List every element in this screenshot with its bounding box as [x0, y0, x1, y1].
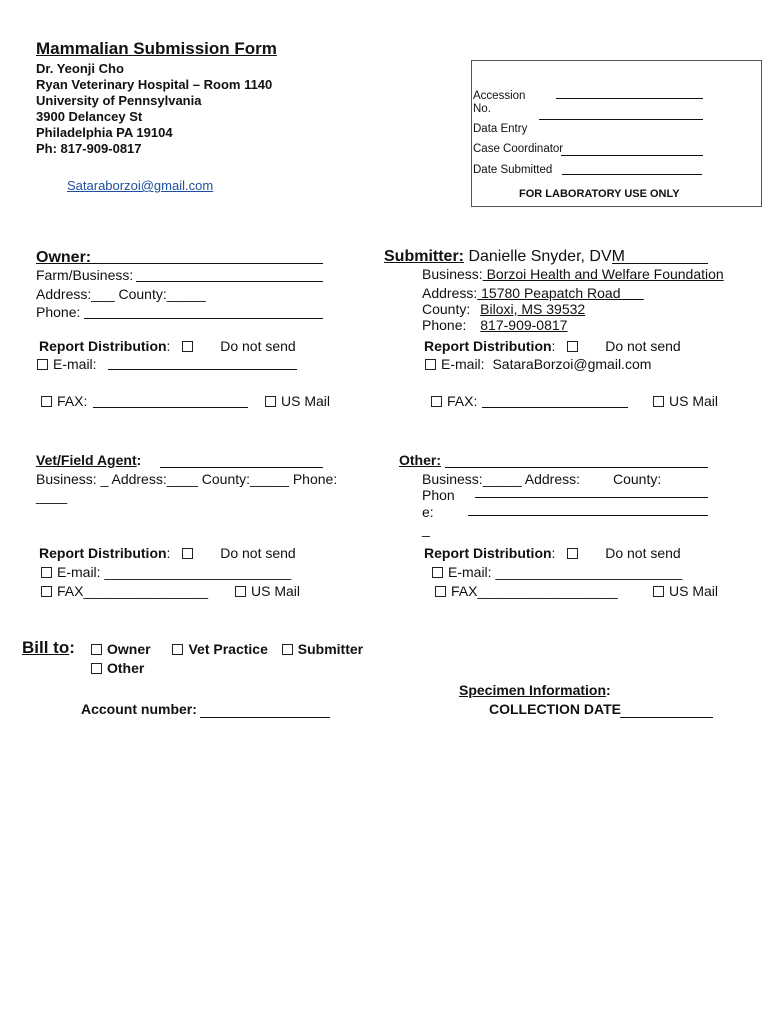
lab-use-footer: FOR LABORATORY USE ONLY [519, 188, 680, 200]
owner-report-distribution [39, 338, 296, 354]
email-link[interactable]: Sataraborzoi@gmail.com [67, 178, 214, 193]
submitter-county-row [422, 301, 585, 317]
other-usmail-row [653, 583, 718, 599]
us-mail-checkbox[interactable] [653, 586, 664, 597]
colon: : [136, 452, 142, 468]
bill-owner-label: Owner [107, 641, 151, 657]
do-not-send-checkbox[interactable] [567, 548, 578, 559]
other-report-distribution [424, 545, 681, 561]
vet-name-line[interactable] [160, 467, 323, 468]
collection-date-label: COLLECTION DATE [489, 701, 621, 717]
county-value: Biloxi, MS 39532 [480, 301, 586, 317]
case-coordinator-label: Case Coordinator [473, 143, 564, 155]
owner-farm-line[interactable] [136, 281, 323, 282]
other-e-label: e: [422, 504, 434, 520]
date-submitted-line[interactable] [562, 174, 702, 175]
vet-business-line2: ____ [36, 488, 68, 504]
other-heading: Other: [399, 452, 441, 468]
data-entry-label: Data Entry [473, 123, 528, 135]
submitter-usmail-row [653, 393, 718, 409]
other-name-line[interactable] [445, 467, 708, 468]
email-value: SataraBorzoi@gmail.com [492, 356, 652, 372]
owner-usmail-row [265, 393, 330, 409]
email-label: E-mail: [441, 356, 485, 372]
fax-checkbox[interactable] [431, 396, 442, 407]
submitter-fax-line[interactable] [482, 407, 628, 408]
vet-heading: Vet/Field Agent [36, 452, 137, 468]
bill-vet-practice-label: Vet Practice [188, 641, 268, 657]
contact-line: 3900 Delancey St [36, 109, 143, 124]
date-submitted-label: Date Submitted [473, 164, 553, 176]
colon: : [551, 338, 556, 354]
fax-label: FAX__________________ [451, 583, 618, 599]
report-label: Report Distribution [424, 545, 552, 561]
bill-to-heading [22, 638, 75, 658]
business-value: Borzoi Health and Welfare Foundation [482, 266, 724, 282]
account-number-line[interactable] [200, 717, 330, 718]
do-not-send-checkbox[interactable] [567, 341, 578, 352]
vet-heading-row [36, 452, 141, 468]
email-label: E-mail: [53, 356, 97, 372]
report-label: Report Distribution [424, 338, 552, 354]
other-county-label: County: [613, 471, 662, 487]
case-coordinator-line[interactable] [561, 155, 703, 156]
email-checkbox[interactable] [425, 359, 436, 370]
email-checkbox[interactable] [432, 567, 443, 578]
bill-submitter-label: Submitter [297, 641, 364, 657]
do-not-send-label: Do not send [605, 338, 681, 354]
us-mail-label: US Mail [669, 583, 719, 599]
do-not-send-label: Do not send [220, 545, 296, 561]
email-label: E-mail: ________________________ [57, 564, 292, 580]
colon: : [166, 338, 171, 354]
us-mail-label: US Mail [251, 583, 301, 599]
accession-line[interactable] [556, 98, 703, 99]
submitter-report-distribution [424, 338, 681, 354]
contact-line: Ryan Veterinary Hospital – Room 1140 [36, 77, 273, 92]
contact-line: Philadelphia PA 19104 [36, 125, 173, 140]
other-phon-label: Phon [422, 487, 455, 503]
email-checkbox[interactable] [37, 359, 48, 370]
bill-other-label: Other [107, 660, 145, 676]
phone-label: Phone: [422, 317, 467, 333]
colon: : [551, 545, 556, 561]
specimen-heading-row [459, 682, 611, 698]
colon: : [166, 545, 171, 561]
collection-date-line[interactable] [620, 717, 713, 718]
county-label: County: [422, 301, 471, 317]
colon: : [69, 638, 75, 657]
other-line-1[interactable] [475, 497, 708, 498]
accession-no-line[interactable] [539, 119, 703, 120]
us-mail-label: US Mail [281, 393, 331, 409]
bill-submitter-checkbox[interactable] [282, 644, 293, 655]
address-value: 15780 Peapatch Road [477, 285, 621, 301]
do-not-send-checkbox[interactable] [182, 548, 193, 559]
owner-phone-line[interactable] [84, 318, 323, 319]
submitter-name-line[interactable] [612, 263, 708, 264]
vet-email-row [41, 564, 291, 580]
owner-fax-line[interactable] [93, 407, 248, 408]
vet-report-distribution [39, 545, 296, 561]
us-mail-label: US Mail [669, 393, 719, 409]
us-mail-checkbox[interactable] [653, 396, 664, 407]
bill-vet-practice-checkbox[interactable] [172, 644, 183, 655]
owner-name-line[interactable] [89, 263, 323, 264]
submitter-business-row [422, 266, 724, 282]
submitter-address-row [422, 285, 644, 301]
submitter-heading: Submitter: [384, 248, 464, 265]
fax-label: FAX________________ [57, 583, 209, 599]
submitter-email-row [425, 356, 651, 372]
business-label: Business: [422, 266, 483, 282]
us-mail-checkbox[interactable] [235, 586, 246, 597]
other-underscore: _ [422, 521, 430, 537]
do-not-send-label: Do not send [220, 338, 296, 354]
colon: : [606, 682, 611, 698]
bill-to-label: Bill to [22, 638, 70, 657]
contact-block [36, 61, 272, 157]
phone-value: 817-909-0817 [480, 317, 568, 333]
us-mail-checkbox[interactable] [265, 396, 276, 407]
email-label: E-mail: ________________________ [448, 564, 683, 580]
submitter-heading-row [384, 248, 625, 266]
page-title: Mammalian Submission Form [36, 39, 277, 58]
owner-email-row [37, 356, 97, 372]
fax-checkbox[interactable] [41, 396, 52, 407]
owner-fax-row [41, 393, 87, 409]
email-checkbox[interactable] [41, 567, 52, 578]
owner-address-label: Address:___ County:_____ [36, 286, 206, 302]
report-label: Report Distribution [39, 338, 167, 354]
address-label: Address: [422, 285, 478, 301]
other-fax-row [435, 583, 618, 599]
account-number-label: Account number: [81, 701, 197, 717]
specimen-heading: Specimen Information [459, 682, 607, 698]
fax-checkbox[interactable] [435, 586, 446, 597]
bill-owner-checkbox[interactable] [91, 644, 102, 655]
report-label: Report Distribution [39, 545, 167, 561]
contact-line: Ph: 817-909-0817 [36, 141, 142, 156]
submitter-fax-row [431, 393, 477, 409]
owner-farm-label: Farm/Business: [36, 267, 134, 283]
vet-fax-row [41, 583, 208, 599]
other-line-2[interactable] [468, 515, 708, 516]
owner-phone-label: Phone: [36, 304, 81, 320]
do-not-send-label: Do not send [605, 545, 681, 561]
bill-other-checkbox[interactable] [91, 663, 102, 674]
owner-heading: Owner: [36, 249, 92, 266]
bill-other-row [91, 660, 144, 676]
accession-no-label: No. [473, 103, 491, 115]
other-business-line: Business:_____ Address: [422, 471, 580, 487]
vet-business-line: Business: _ Address:____ County:_____ Phone: [36, 471, 338, 487]
submitter-name: Danielle Snyder, DVM [468, 248, 625, 265]
accession-label: Accession [473, 90, 526, 102]
contact-line: University of Pennsylvania [36, 93, 202, 108]
fax-label: FAX: [447, 393, 478, 409]
fax-checkbox[interactable] [41, 586, 52, 597]
fax-label: FAX: [57, 393, 88, 409]
owner-email-line[interactable] [108, 369, 297, 370]
other-email-row [432, 564, 682, 580]
do-not-send-checkbox[interactable] [182, 341, 193, 352]
vet-usmail-row [235, 583, 300, 599]
bill-options-row [91, 641, 363, 657]
contact-line: Dr. Yeonji Cho [36, 61, 124, 76]
submitter-phone-row [422, 317, 567, 333]
